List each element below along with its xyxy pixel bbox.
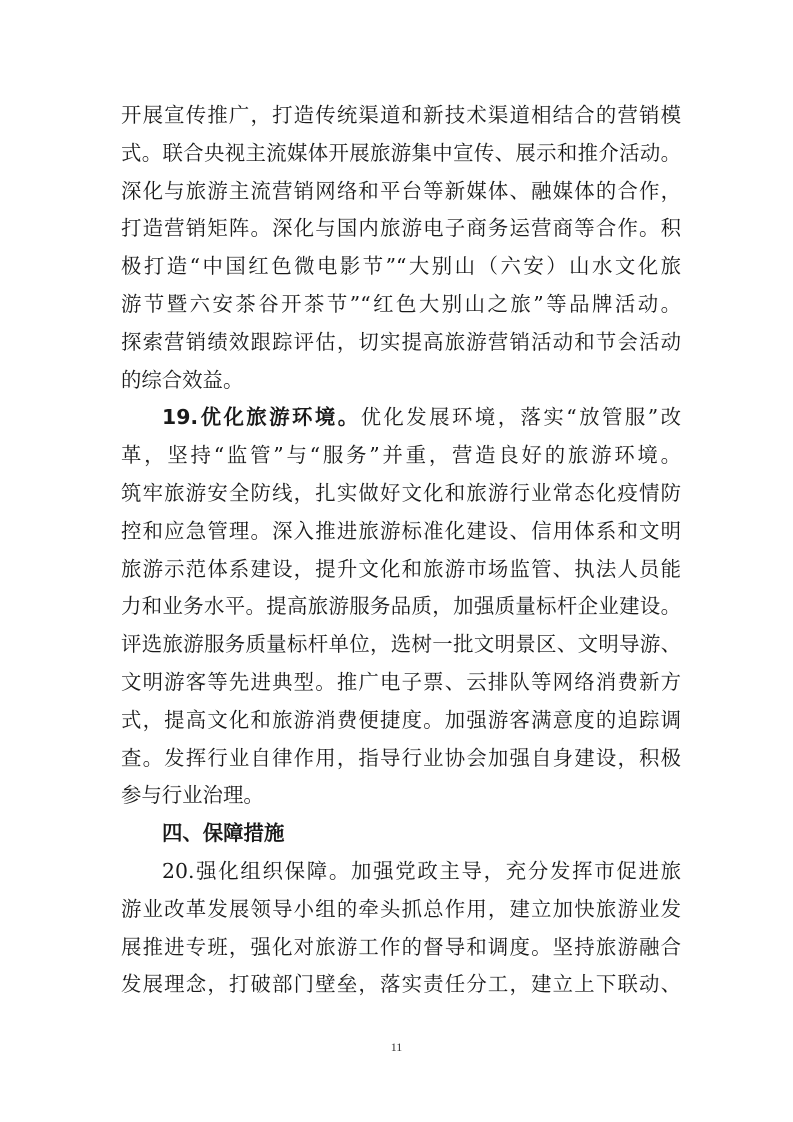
paragraph-line: 游业改革发展领导小组的牵头抓总作用，建立加快旅游业发	[121, 896, 681, 921]
paragraph-line: 展推进专班，强化对旅游工作的督导和调度。坚持旅游融合	[121, 934, 681, 959]
paragraph-line: 筑牢旅游安全防线，扎实做好文化和旅游行业常态化疫情防	[121, 480, 681, 505]
document-body	[121, 97, 681, 1004]
paragraph-line: 发展理念，打破部门壁垒，落实责任分工，建立上下联动、	[121, 972, 681, 997]
paragraph-line: 游节暨六安茶谷开茶节”“红色大别山之旅”等品牌活动。	[121, 291, 681, 316]
paragraph-line: 控和应急管理。深入推进旅游标准化建设、信用体系和文明	[121, 518, 681, 543]
paragraph-line: 革，坚持“监管”与“服务”并重，营造良好的旅游环境。	[121, 443, 681, 468]
paragraph-line: 的综合效益。	[121, 367, 244, 392]
paragraph-line: 深化与旅游主流营销网络和平台等新媒体、融媒体的合作，	[121, 178, 681, 203]
item-19-title: 19.优化旅游环境。	[162, 405, 361, 430]
item-19-first-line	[121, 399, 681, 437]
paragraph-line: 查。发挥行业自律作用，指导行业协会加强自身建设，积极	[121, 745, 681, 770]
paragraph-line: 式，提高文化和旅游消费便捷度。加强游客满意度的追踪调	[121, 707, 681, 732]
paragraph-line: 式。联合央视主流媒体开展旅游集中宣传、展示和推介活动。	[121, 140, 681, 165]
paragraph-line: 打造营销矩阵。深化与国内旅游电子商务运营商等合作。积	[121, 216, 681, 241]
item-20-first-line: 20.强化组织保障。加强党政主导，充分发挥市促进旅	[162, 858, 681, 883]
item-19-first-text: 优化发展环境，落实“放管服”改	[360, 405, 681, 430]
paragraph-line: 极打造“中国红色微电影节”“大别山（六安）山水文化旅	[121, 254, 681, 279]
section-heading: 四、保障措施	[162, 821, 285, 846]
paragraph-line: 文明游客等先进典型。推广电子票、云排队等网络消费新方	[121, 669, 681, 694]
page-number: 11	[390, 1040, 403, 1054]
paragraph-line: 力和业务水平。提高旅游服务品质，加强质量标杆企业建设。	[121, 594, 681, 619]
paragraph-line: 旅游示范体系建设，提升文化和旅游市场监管、执法人员能	[121, 556, 681, 581]
paragraph-line: 开展宣传推广，打造传统渠道和新技术渠道相结合的营销模	[121, 103, 681, 127]
paragraph-line: 参与行业治理。	[121, 783, 264, 808]
paragraph-line: 探索营销绩效跟踪评估，切实提高旅游营销活动和节会活动	[121, 329, 681, 354]
paragraph-line: 评选旅游服务质量标杆单位，选树一批文明景区、文明导游、	[121, 632, 681, 657]
